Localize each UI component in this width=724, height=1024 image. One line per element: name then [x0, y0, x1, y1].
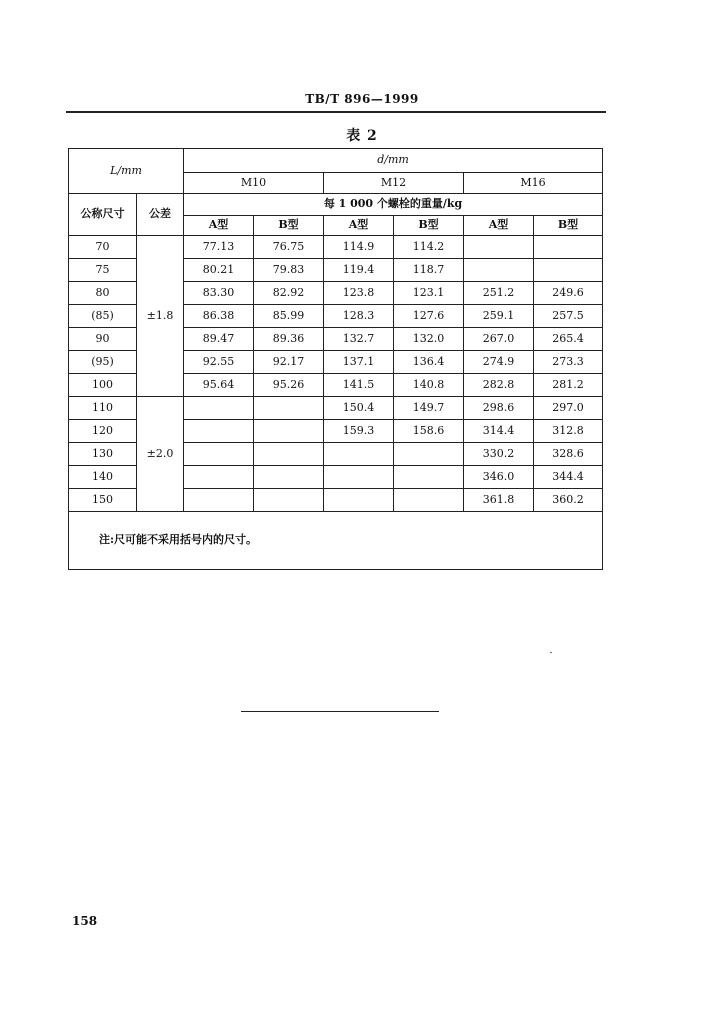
cell-length: 150 — [69, 489, 137, 512]
cell-m10-a — [184, 420, 254, 443]
cell-m12-a: 114.9 — [324, 236, 394, 259]
page-number: 158 — [72, 914, 98, 928]
cell-m10-b: 95.26 — [254, 374, 324, 397]
header-rule — [66, 111, 606, 113]
cell-m10-a: 95.64 — [184, 374, 254, 397]
header-m10-type-a: A型 — [184, 216, 254, 236]
cell-m16-b: 344.4 — [534, 466, 603, 489]
cell-m12-a — [324, 466, 394, 489]
header-m16-type-b: B型 — [534, 216, 603, 236]
cell-m10-a — [184, 489, 254, 512]
cell-length: 80 — [69, 282, 137, 305]
cell-m10-a: 89.47 — [184, 328, 254, 351]
header-m12-type-b: B型 — [394, 216, 464, 236]
cell-m12-a: 137.1 — [324, 351, 394, 374]
table-note: 注:尺可能不采用括号内的尺寸。 — [69, 512, 603, 570]
cell-length: 130 — [69, 443, 137, 466]
cell-m10-b — [254, 443, 324, 466]
cell-m16-a: 267.0 — [464, 328, 534, 351]
header-diameter: d/mm — [184, 149, 603, 173]
cell-m12-b: 118.7 — [394, 259, 464, 282]
cell-length: 120 — [69, 420, 137, 443]
cell-length: 140 — [69, 466, 137, 489]
cell-m16-b: 312.8 — [534, 420, 603, 443]
cell-m12-b: 123.1 — [394, 282, 464, 305]
header-size-m16: M16 — [464, 173, 603, 194]
cell-m12-a — [324, 443, 394, 466]
cell-m10-a: 86.38 — [184, 305, 254, 328]
cell-m10-a: 77.13 — [184, 236, 254, 259]
header-weight: 每 1 000 个螺栓的重量/kg — [184, 194, 603, 216]
header-nominal-size: 公称尺寸 — [69, 194, 137, 236]
standard-header: TB/T 896—1999 — [305, 92, 419, 106]
cell-m12-b: 158.6 — [394, 420, 464, 443]
cell-m16-a: 251.2 — [464, 282, 534, 305]
cell-m10-b: 82.92 — [254, 282, 324, 305]
cell-m12-a: 123.8 — [324, 282, 394, 305]
cell-m16-a: 314.4 — [464, 420, 534, 443]
cell-length: 100 — [69, 374, 137, 397]
cell-m12-b: 149.7 — [394, 397, 464, 420]
cell-m16-b: 265.4 — [534, 328, 603, 351]
cell-m10-a — [184, 466, 254, 489]
cell-m16-a: 282.8 — [464, 374, 534, 397]
cell-m10-b: 89.36 — [254, 328, 324, 351]
cell-m10-a: 83.30 — [184, 282, 254, 305]
cell-m10-b: 92.17 — [254, 351, 324, 374]
table-row — [69, 397, 603, 420]
header-m10-type-b: B型 — [254, 216, 324, 236]
cell-m16-a: 361.8 — [464, 489, 534, 512]
header-m16-type-a: A型 — [464, 216, 534, 236]
cell-m12-a: 141.5 — [324, 374, 394, 397]
cell-m12-a: 119.4 — [324, 259, 394, 282]
cell-m12-b: 127.6 — [394, 305, 464, 328]
table-row — [69, 236, 603, 259]
cell-m12-a — [324, 489, 394, 512]
cell-m16-b — [534, 236, 603, 259]
cell-m16-b: 249.6 — [534, 282, 603, 305]
cell-m16-b: 297.0 — [534, 397, 603, 420]
cell-m12-a: 132.7 — [324, 328, 394, 351]
cell-m12-a: 128.3 — [324, 305, 394, 328]
cell-tolerance: ±1.8 — [137, 236, 184, 397]
cell-m16-b: 328.6 — [534, 443, 603, 466]
cell-m10-b: 85.99 — [254, 305, 324, 328]
cell-m10-a — [184, 397, 254, 420]
cell-length: (95) — [69, 351, 137, 374]
cell-m16-a: 298.6 — [464, 397, 534, 420]
cell-m16-a: 259.1 — [464, 305, 534, 328]
cell-m10-a — [184, 443, 254, 466]
cell-tolerance: ±2.0 — [137, 397, 184, 512]
table-title: 表 2 — [346, 128, 378, 144]
cell-m12-b: 114.2 — [394, 236, 464, 259]
cell-length: 110 — [69, 397, 137, 420]
cell-m10-b — [254, 397, 324, 420]
cell-m16-b: 273.3 — [534, 351, 603, 374]
cell-m12-a: 150.4 — [324, 397, 394, 420]
cell-m16-a — [464, 259, 534, 282]
cell-m12-b — [394, 466, 464, 489]
scan-speck — [550, 652, 552, 653]
cell-m10-a: 92.55 — [184, 351, 254, 374]
cell-m16-a: 346.0 — [464, 466, 534, 489]
cell-m12-b — [394, 443, 464, 466]
cell-m10-b: 79.83 — [254, 259, 324, 282]
bolt-weight-table — [68, 148, 603, 570]
cell-length: 90 — [69, 328, 137, 351]
cell-m12-a: 159.3 — [324, 420, 394, 443]
cell-m16-b: 281.2 — [534, 374, 603, 397]
cell-length: 75 — [69, 259, 137, 282]
cell-m12-b: 140.8 — [394, 374, 464, 397]
cell-m10-b — [254, 466, 324, 489]
header-m12-type-a: A型 — [324, 216, 394, 236]
header-tolerance: 公差 — [137, 194, 184, 236]
cell-m16-b: 257.5 — [534, 305, 603, 328]
header-size-m10: M10 — [184, 173, 324, 194]
cell-m12-b — [394, 489, 464, 512]
cell-m16-b — [534, 259, 603, 282]
cell-length: (85) — [69, 305, 137, 328]
cell-m16-a: 274.9 — [464, 351, 534, 374]
cell-m10-a: 80.21 — [184, 259, 254, 282]
cell-m10-b — [254, 420, 324, 443]
cell-length: 70 — [69, 236, 137, 259]
cell-m16-b: 360.2 — [534, 489, 603, 512]
cell-m10-b: 76.75 — [254, 236, 324, 259]
end-rule — [241, 711, 439, 712]
cell-m12-b: 132.0 — [394, 328, 464, 351]
header-size-m12: M12 — [324, 173, 464, 194]
cell-m16-a — [464, 236, 534, 259]
header-length: L/mm — [69, 149, 184, 194]
cell-m12-b: 136.4 — [394, 351, 464, 374]
cell-m10-b — [254, 489, 324, 512]
cell-m16-a: 330.2 — [464, 443, 534, 466]
